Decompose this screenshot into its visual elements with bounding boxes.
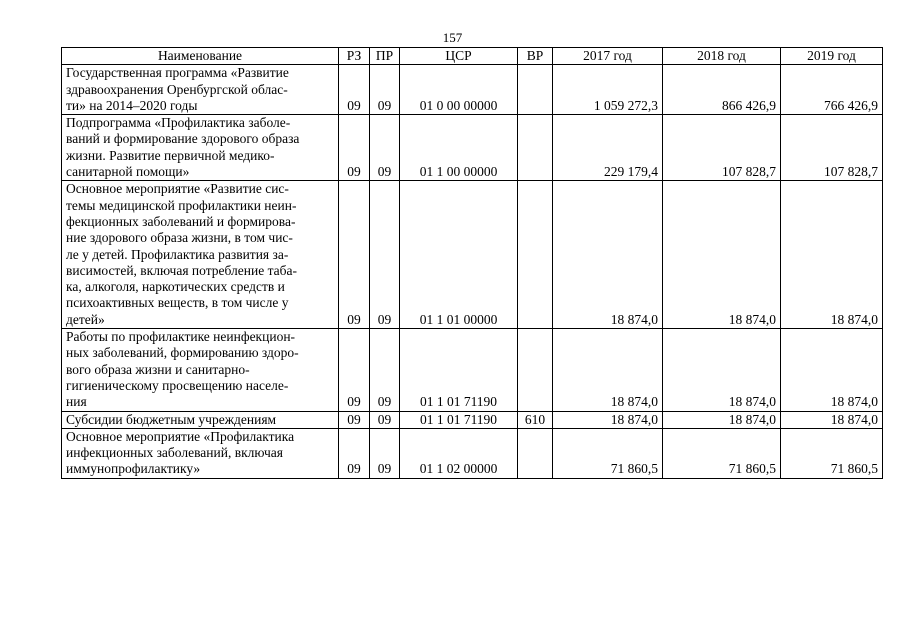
- row-name: [62, 115, 339, 181]
- row-name-line: иммунопрофилактику»: [66, 461, 201, 477]
- pr-cell: 09: [370, 428, 400, 478]
- pr-cell: 09: [370, 65, 400, 115]
- row-name-line: ных заболеваний, формированию здоро-: [66, 345, 299, 361]
- amount-2018: 18 874,0: [663, 329, 781, 411]
- rz-cell: 09: [339, 65, 370, 115]
- pr-cell: 09: [370, 411, 400, 428]
- table-row: [62, 115, 883, 181]
- row-name-line: ка, алкоголя, наркотических средств и: [66, 279, 285, 295]
- amount-2017: 18 874,0: [553, 329, 663, 411]
- row-name: [62, 181, 339, 329]
- rz-cell: 09: [339, 411, 370, 428]
- csr-cell: 01 1 01 71190: [400, 329, 518, 411]
- amount-2019: 71 860,5: [781, 428, 883, 478]
- row-name-line: здравоохранения Оренбургской облас-: [66, 81, 288, 97]
- rz-cell: 09: [339, 428, 370, 478]
- csr-cell: 01 0 00 00000: [400, 65, 518, 115]
- row-name-line: гигиеническому просвещению населе-: [66, 377, 289, 393]
- amount-2018: 71 860,5: [663, 428, 781, 478]
- csr-cell: 01 1 01 71190: [400, 411, 518, 428]
- row-name: [62, 428, 339, 478]
- pr-cell: 09: [370, 181, 400, 329]
- rz-cell: 09: [339, 329, 370, 411]
- row-name: [62, 329, 339, 411]
- table-header-row: [62, 48, 883, 65]
- amount-2019: 766 426,9: [781, 65, 883, 115]
- row-name-line: фекционных заболеваний и формирова-: [66, 213, 296, 229]
- pr-cell: 09: [370, 115, 400, 181]
- row-name-line: детей»: [66, 311, 105, 327]
- csr-cell: 01 1 00 00000: [400, 115, 518, 181]
- amount-2018: 866 426,9: [663, 65, 781, 115]
- amount-2019: 18 874,0: [781, 411, 883, 428]
- header-pr: ПР: [370, 48, 400, 65]
- header-rz: РЗ: [339, 48, 370, 65]
- amount-2018: 107 828,7: [663, 115, 781, 181]
- header-name: Наименование: [62, 48, 339, 65]
- amount-2017: 18 874,0: [553, 411, 663, 428]
- row-name-line: темы медицинской профилактики неин-: [66, 197, 297, 213]
- amount-2017: 229 179,4: [553, 115, 663, 181]
- vr-cell: [518, 65, 553, 115]
- row-name-line: Государственная программа «Развитие: [66, 65, 289, 81]
- row-name-line: вого образа жизни и санитарно-: [66, 361, 250, 377]
- budget-table: [61, 47, 883, 479]
- amount-2017: 71 860,5: [553, 428, 663, 478]
- vr-cell: [518, 115, 553, 181]
- row-name: [62, 411, 339, 428]
- amount-2019: 18 874,0: [781, 181, 883, 329]
- row-name-line: ния: [66, 394, 87, 410]
- row-name-line: санитарной помощи»: [66, 164, 190, 180]
- row-name-line: Субсидии бюджетным учреждениям: [66, 411, 277, 427]
- page-number: 157: [442, 30, 463, 45]
- table-row: [62, 181, 883, 329]
- header-csr: ЦСР: [400, 48, 518, 65]
- amount-2018: 18 874,0: [663, 411, 781, 428]
- row-name-line: ти» на 2014–2020 годы: [66, 97, 198, 113]
- row-name-line: психоактивных веществ, в том числе у: [66, 295, 289, 311]
- header-2019: 2019 год: [781, 48, 883, 65]
- header-2018: 2018 год: [663, 48, 781, 65]
- amount-2017: 18 874,0: [553, 181, 663, 329]
- row-name-line: висимостей, включая потребление таба-: [66, 262, 298, 278]
- row-name-line: Подпрограмма «Профилактика заболе-: [66, 115, 291, 131]
- amount-2017: 1 059 272,3: [553, 65, 663, 115]
- table-row: [62, 411, 883, 428]
- rz-cell: 09: [339, 181, 370, 329]
- header-vr: ВР: [518, 48, 553, 65]
- csr-cell: 01 1 02 00000: [400, 428, 518, 478]
- row-name-line: ние здорового образа жизни, в том чис-: [66, 230, 293, 246]
- header-2017: 2017 год: [553, 48, 663, 65]
- row-name-line: Работы по профилактике неинфекцион-: [66, 329, 296, 345]
- pr-cell: 09: [370, 329, 400, 411]
- row-name-line: Основное мероприятие «Развитие сис-: [66, 181, 289, 197]
- table-row: [62, 428, 883, 478]
- csr-cell: 01 1 01 00000: [400, 181, 518, 329]
- row-name-line: ваний и формирование здорового образа: [66, 131, 300, 147]
- amount-2018: 18 874,0: [663, 181, 781, 329]
- amount-2019: 18 874,0: [781, 329, 883, 411]
- vr-cell: [518, 428, 553, 478]
- rz-cell: 09: [339, 115, 370, 181]
- row-name-line: жизни. Развитие первичной медико-: [66, 147, 275, 163]
- table-row: [62, 329, 883, 411]
- amount-2019: 107 828,7: [781, 115, 883, 181]
- vr-cell: [518, 181, 553, 329]
- row-name-line: ле у детей. Профилактика развития за-: [66, 246, 289, 262]
- vr-cell: 610: [518, 411, 553, 428]
- table-body: [62, 65, 883, 478]
- row-name-line: Основное мероприятие «Профилактика: [66, 428, 295, 444]
- table-row: [62, 65, 883, 115]
- row-name: [62, 65, 339, 115]
- row-name-line: инфекционных заболеваний, включая: [66, 445, 283, 461]
- vr-cell: [518, 329, 553, 411]
